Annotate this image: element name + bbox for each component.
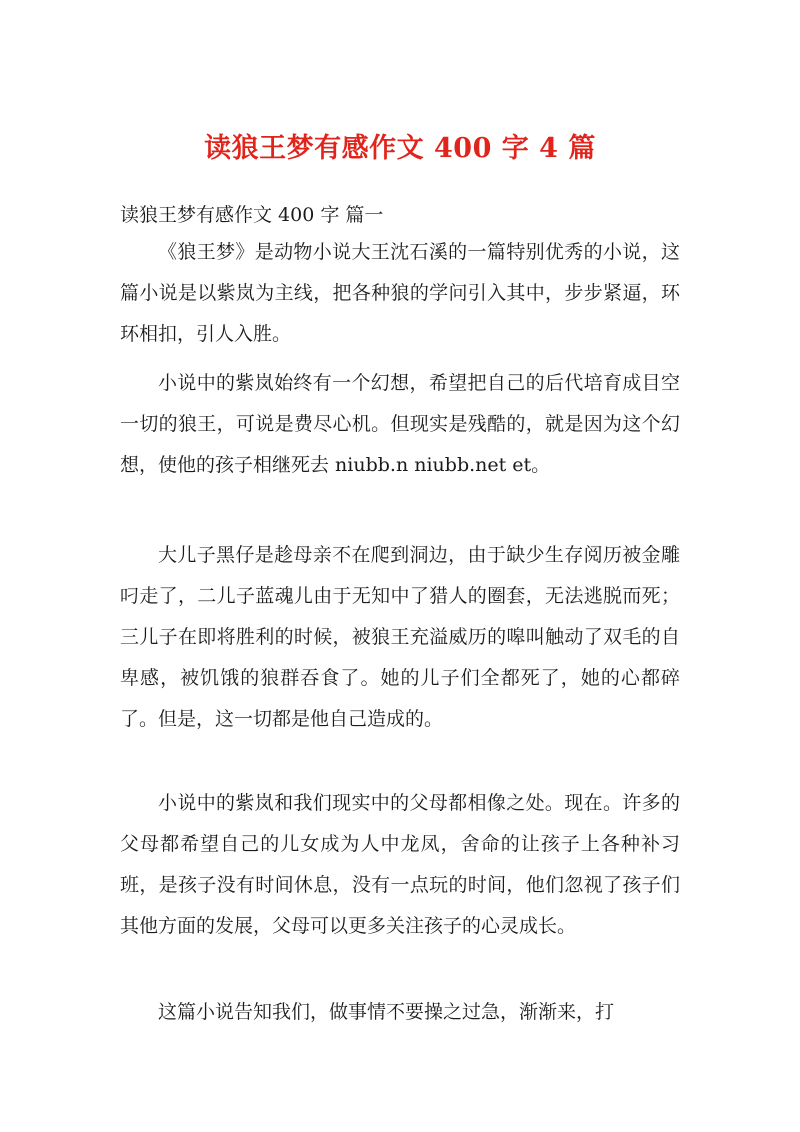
paragraph-4: 小说中的紫岚和我们现实中的父母都相像之处。现在。许多的父母都希望自己的儿女成为人中龙凤，舍命的让孩子上各种补习班，是孩子没有时间休息，没有一点玩的时间，他们忽视了孩子们其他方面的发展，父母可以更多关注孩子的心灵成长。 <box>120 792 680 937</box>
paragraph-5: 这篇小说告知我们，做事情不要操之过急，渐渐来，打 <box>158 1001 615 1023</box>
paragraph-1: 《狼王梦》是动物小说大王沈石溪的一篇特别优秀的小说，这篇小说是以紫岚为主线，把各种狼的学问引入其中，步步紧逼，环环相扣，引人入胜。 <box>120 241 680 345</box>
section-heading: 读狼王梦有感作文 400 字 篇一 <box>120 204 384 226</box>
paragraph-3: 大儿子黑仔是趁母亲不在爬到洞边，由于缺少生存阅历被金雕叼走了，二儿子蓝魂儿由于无知中了猎人的圈套，无法逃脱而死；三儿子在即将胜利的时候，被狼王充溢威历的嗥叫触动了双毛的自卑感，被饥饿的狼群吞食了。她的儿子们全都死了，她的心都碎了。但是，这一切都是他自己造成的。 <box>120 544 680 730</box>
document-title: 读狼王梦有感作文 400 字 4 篇 <box>204 133 596 164</box>
paragraph-2: 小说中的紫岚始终有一个幻想，希望把自己的后代培育成目空一切的狼王，可说是费尽心机。但现实是残酷的，就是因为这个幻想，使他的孩子相继死去 niubb.n niubb.net et。 <box>120 372 680 476</box>
